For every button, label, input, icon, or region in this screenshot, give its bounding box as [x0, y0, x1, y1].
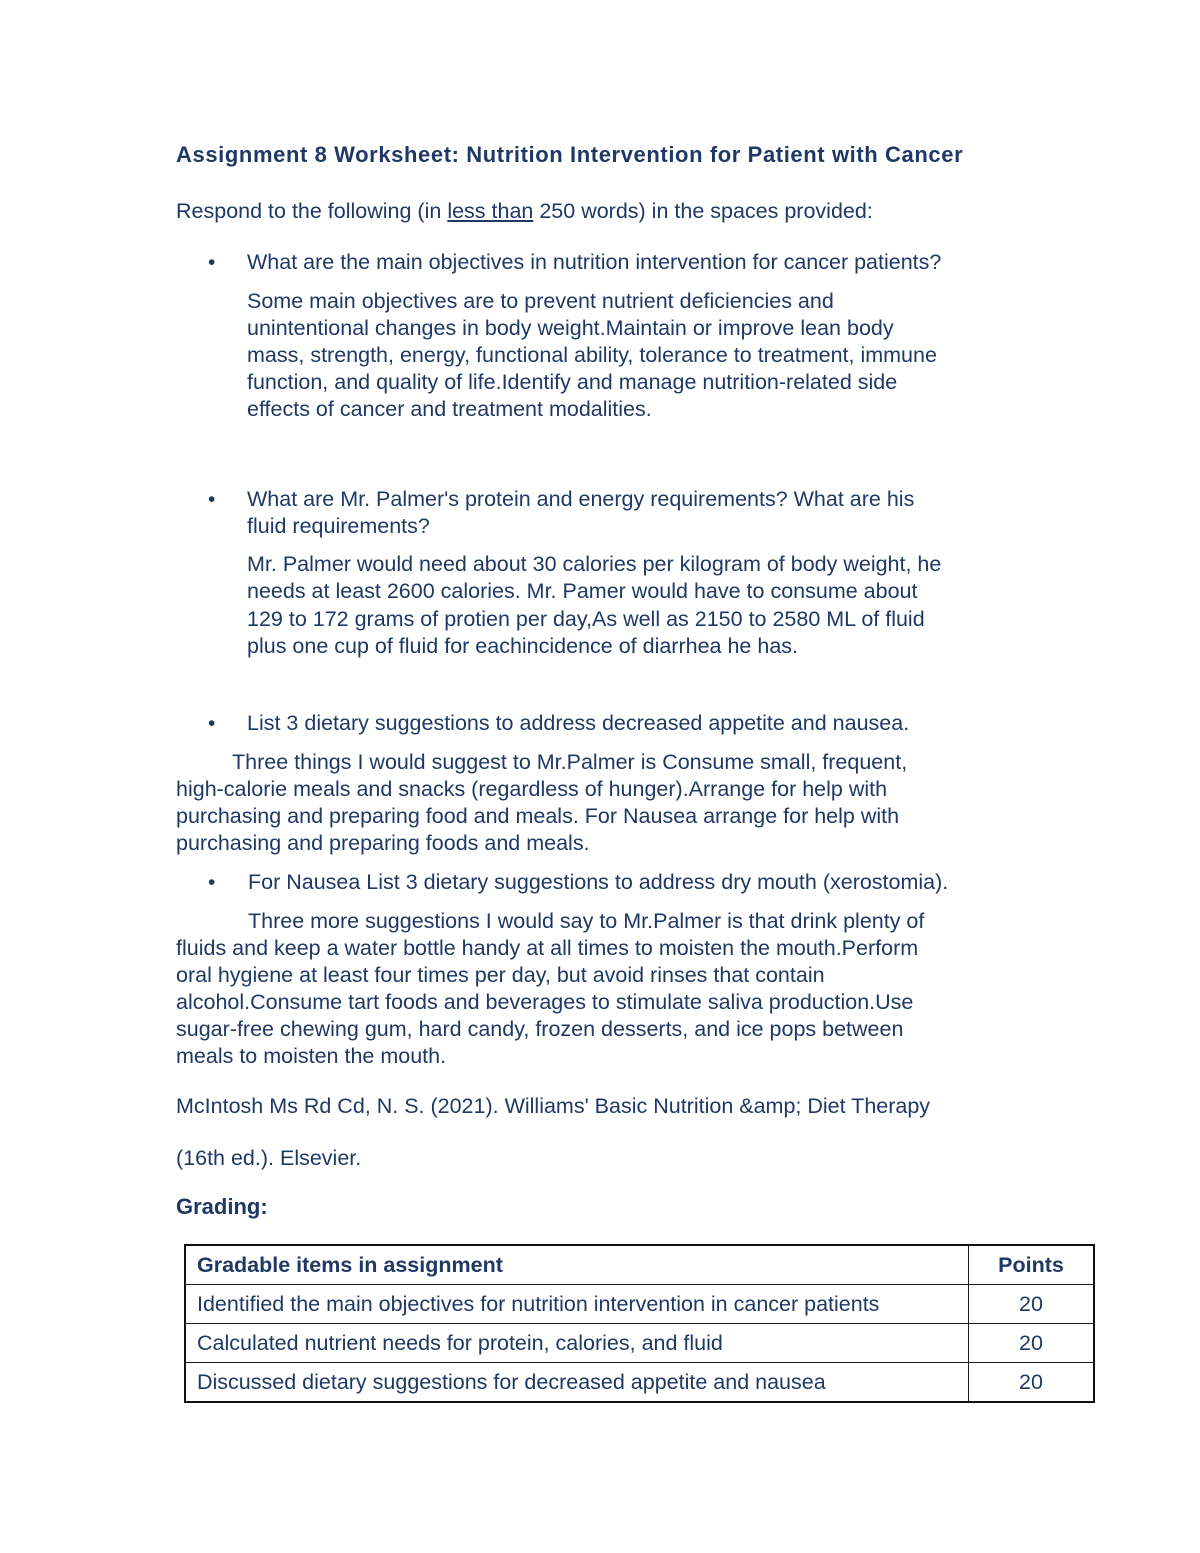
- answer-1-line: mass, strength, energy, functional ability, tolerance to treatment, immune: [247, 343, 937, 367]
- answer-4-line: fluids and keep a water bottle handy at all times to moisten the mouth.Perform: [176, 936, 919, 960]
- answer-3-line: Three things I would suggest to Mr.Palmer is Consume small, frequent,: [232, 750, 908, 774]
- citation-line: McIntosh Ms Rd Cd, N. S. (2021). Williams' Basic Nutrition &amp; Diet Therapy: [176, 1094, 931, 1118]
- answer-2-line: plus one cup of fluid for eachincidence of diarrhea he has.: [247, 634, 799, 658]
- answer-3-line: purchasing and preparing foods and meals.: [176, 831, 590, 855]
- question-2-line: What are Mr. Palmer's protein and energy requirements? What are his: [247, 487, 915, 511]
- answer-1-line: function, and quality of life.Identify and manage nutrition-related side: [247, 370, 898, 394]
- underlined-phrase: less than: [447, 199, 534, 223]
- answer-4-line: meals to moisten the mouth.: [176, 1044, 447, 1068]
- answer-2-line: Mr. Palmer would need about 30 calories per kilogram of body weight, he: [247, 552, 942, 576]
- row-item: Discussed dietary suggestions for decreased appetite and nausea: [185, 1363, 969, 1403]
- table-header-row: [185, 1245, 1094, 1285]
- table-row: [185, 1285, 1094, 1324]
- grading-heading: Grading:: [176, 1194, 268, 1219]
- row-points: 20: [969, 1324, 1095, 1363]
- answer-1-line: effects of cancer and treatment modalities.: [247, 397, 652, 421]
- answer-1-line: unintentional changes in body weight.Maintain or improve lean body: [247, 316, 894, 340]
- answer-2-line: needs at least 2600 calories. Mr. Pamer would have to consume about: [247, 579, 918, 603]
- question-1: What are the main objectives in nutrition intervention for cancer patients?: [247, 250, 942, 274]
- row-item: Calculated nutrient needs for protein, calories, and fluid: [185, 1324, 969, 1363]
- answer-2-line: 129 to 172 grams of protien per day,As well as 2150 to 2580 ML of fluid: [247, 607, 925, 631]
- row-points: 20: [969, 1285, 1095, 1324]
- question-4: For Nausea List 3 dietary suggestions to address dry mouth (xerostomia).: [248, 870, 949, 894]
- bullet-icon: •: [208, 871, 216, 894]
- answer-4-line: Three more suggestions I would say to Mr.Palmer is that drink plenty of: [248, 909, 925, 933]
- answer-3-line: purchasing and preparing food and meals. For Nausea arrange for help with: [176, 804, 900, 828]
- answer-1-line: Some main objectives are to prevent nutrient deficiencies and: [247, 289, 834, 313]
- grading-table: [184, 1244, 1095, 1403]
- table-row: [185, 1363, 1094, 1403]
- row-points: 20: [969, 1363, 1095, 1403]
- answer-4-line: sugar-free chewing gum, hard candy, frozen desserts, and ice pops between: [176, 1017, 904, 1041]
- column-header-item: Gradable items in assignment: [185, 1245, 969, 1285]
- answer-3-line: high-calorie meals and snacks (regardless of hunger).Arrange for help with: [176, 777, 888, 801]
- column-header-points: Points: [969, 1245, 1095, 1285]
- table-row: [185, 1324, 1094, 1363]
- citation-line: (16th ed.). Elsevier.: [176, 1146, 362, 1170]
- question-2-line: fluid requirements?: [247, 514, 430, 538]
- row-item: Identified the main objectives for nutrition intervention in cancer patients: [185, 1285, 969, 1324]
- question-3: List 3 dietary suggestions to address decreased appetite and nausea.: [247, 711, 910, 735]
- answer-4-line: alcohol.Consume tart foods and beverages to stimulate saliva production.Use: [176, 990, 914, 1014]
- instructions: Respond to the following (in less than 250 words) in the spaces provided:: [176, 199, 873, 223]
- bullet-icon: •: [208, 712, 216, 735]
- answer-4-line: oral hygiene at least four times per day, but avoid rinses that contain: [176, 963, 825, 987]
- bullet-icon: •: [208, 251, 216, 274]
- bullet-icon: •: [208, 488, 216, 511]
- worksheet-title: Assignment 8 Worksheet: Nutrition Intervention for Patient with Cancer: [176, 142, 964, 167]
